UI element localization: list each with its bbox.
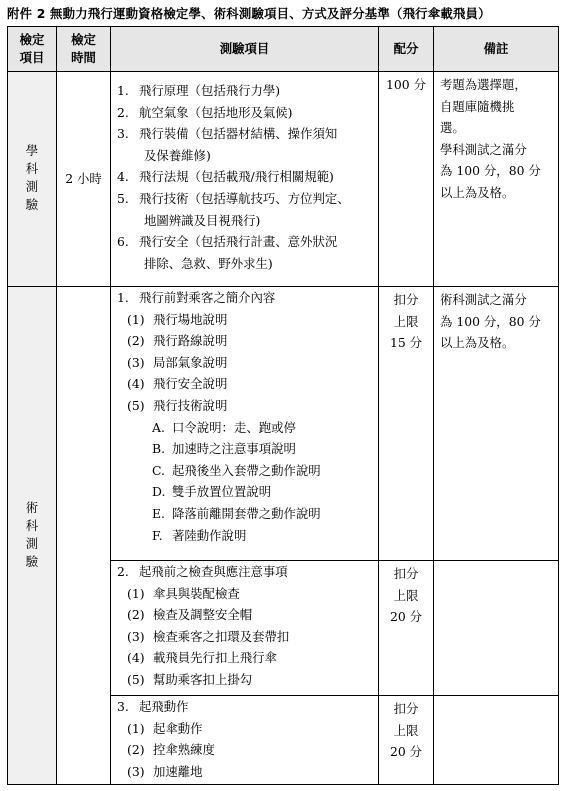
exam-table bbox=[7, 26, 559, 785]
practical-time bbox=[57, 287, 111, 785]
note-line: 以上為及格。 bbox=[440, 184, 515, 200]
sub-item bbox=[117, 669, 374, 691]
item-number: 6. bbox=[117, 234, 129, 250]
score-line: 扣分 bbox=[393, 701, 419, 716]
sub-text: 載飛員先行扣上飛行傘 bbox=[153, 650, 277, 666]
note-line: 為 100 分，80 分 bbox=[440, 313, 541, 329]
sub-number: (1) bbox=[127, 585, 145, 601]
item-number: 4. bbox=[117, 169, 129, 185]
sub-number: (2) bbox=[127, 607, 145, 623]
letter-item bbox=[117, 481, 374, 503]
practical-section-1 bbox=[111, 287, 379, 561]
sub-text: 飛行路線說明 bbox=[153, 333, 228, 349]
practical-note-empty-2 bbox=[434, 561, 559, 696]
sub-number: (5) bbox=[127, 397, 145, 413]
written-item-line bbox=[117, 188, 374, 210]
written-items bbox=[111, 72, 379, 287]
section-number: 2. bbox=[117, 564, 129, 579]
written-item-line bbox=[117, 231, 374, 253]
item-number: 2. bbox=[117, 104, 129, 120]
sub-item bbox=[117, 309, 374, 331]
sub-text: 起傘動作 bbox=[153, 720, 203, 736]
score-line: 20 分 bbox=[389, 609, 423, 625]
sub-item bbox=[117, 626, 374, 648]
written-item-line bbox=[117, 123, 374, 145]
note-line: 考題為選擇題， bbox=[440, 77, 527, 92]
score-line: 扣分 bbox=[393, 292, 419, 307]
practical-section-2 bbox=[111, 561, 379, 696]
letter-item bbox=[117, 525, 374, 547]
item-text: 排除、急救、野外求生) bbox=[144, 255, 273, 271]
sub-item bbox=[117, 604, 374, 626]
sub-item bbox=[117, 373, 374, 395]
item-text: 飛行安全（包括飛行計畫、意外狀況 bbox=[139, 234, 338, 250]
written-score: 100 分 bbox=[379, 72, 434, 287]
letter-item bbox=[117, 460, 374, 482]
written-category: 學科測驗 bbox=[8, 72, 57, 287]
sub-item bbox=[117, 761, 374, 783]
sub-number: (5) bbox=[127, 671, 145, 687]
item-text: 及保養維修) bbox=[144, 147, 211, 163]
note-line: 學科測試之滿分 bbox=[440, 141, 527, 157]
score-line: 20 分 bbox=[389, 744, 423, 760]
sub-text: 加速離地 bbox=[153, 763, 203, 779]
letter-item bbox=[117, 503, 374, 525]
section-text: 飛行前對乘客之簡介內容 bbox=[139, 290, 276, 305]
header-time: 檢定時間 bbox=[57, 27, 111, 72]
section-title bbox=[117, 561, 374, 583]
score-line: 15 分 bbox=[389, 335, 423, 351]
header-note: 備註 bbox=[434, 27, 559, 72]
score-line: 上限 bbox=[393, 587, 419, 603]
sub-text: 幫助乘客扣上掛勾 bbox=[153, 671, 253, 687]
written-item-line bbox=[117, 102, 374, 124]
sub-item bbox=[117, 330, 374, 352]
letter-number: C. bbox=[152, 462, 165, 478]
letter-number: B. bbox=[152, 441, 166, 457]
section-number: 3. bbox=[117, 699, 129, 714]
letter-number: A. bbox=[152, 419, 165, 435]
item-text: 航空氣象（包括地形及氣候) bbox=[139, 104, 293, 120]
sub-item bbox=[117, 352, 374, 374]
note-line: 為 100 分，80 分 bbox=[440, 163, 541, 179]
written-time: 2 小時 bbox=[57, 72, 111, 287]
item-number: 5. bbox=[117, 190, 129, 206]
sub-number: (3) bbox=[127, 354, 145, 370]
sub-number: (3) bbox=[127, 763, 145, 779]
written-item-line bbox=[117, 145, 374, 167]
sub-number: (1) bbox=[127, 311, 145, 327]
note-line: 選。 bbox=[440, 120, 465, 136]
letter-text: 加速時之注意事項說明 bbox=[172, 441, 296, 457]
item-text: 飛行裝備（包括器材結構、操作須知 bbox=[139, 126, 338, 142]
letter-text: 雙手放置位置說明 bbox=[172, 484, 272, 500]
score-line: 上限 bbox=[393, 313, 419, 329]
practical-score-1 bbox=[379, 287, 434, 561]
sub-text: 飛行安全說明 bbox=[153, 376, 228, 392]
section-text: 起飛動作 bbox=[139, 699, 189, 714]
note-line: 術科測試之滿分 bbox=[440, 292, 527, 307]
sub-text: 控傘熟練度 bbox=[153, 742, 215, 758]
letter-item bbox=[117, 438, 374, 460]
written-item-line bbox=[117, 166, 374, 188]
page-title: 附件 2 無動力飛行運動資格檢定學、術科測驗項目、方式及評分基準（飛行傘載飛員） bbox=[7, 6, 491, 21]
letter-text: 口令說明：走、跑或停 bbox=[172, 419, 296, 435]
letter-text: 著陸動作說明 bbox=[172, 527, 247, 543]
item-text: 飛行法規（包括載飛/飛行相關規範) bbox=[139, 169, 334, 185]
section-title bbox=[117, 287, 374, 309]
letter-text: 降落前離開套帶之動作說明 bbox=[172, 505, 321, 521]
section-text: 起飛前之檢查與應注意事項 bbox=[139, 564, 288, 579]
practical-note bbox=[434, 287, 559, 561]
sub-text: 檢查及調整安全帽 bbox=[153, 607, 253, 623]
score-line: 扣分 bbox=[393, 566, 419, 581]
letter-number: E. bbox=[152, 505, 165, 521]
sub-item bbox=[117, 583, 374, 605]
sub-item bbox=[117, 395, 374, 417]
sub-number: (1) bbox=[127, 720, 145, 736]
sub-number: (4) bbox=[127, 376, 145, 392]
practical-category: 術科測驗 bbox=[8, 287, 57, 785]
sub-item bbox=[117, 718, 374, 740]
score-line: 上限 bbox=[393, 722, 419, 738]
sub-number: (2) bbox=[127, 333, 145, 349]
letter-text: 起飛後坐入套帶之動作說明 bbox=[172, 462, 321, 478]
practical-section-3 bbox=[111, 696, 379, 785]
written-row bbox=[8, 72, 559, 287]
header-items: 測驗項目 bbox=[111, 27, 379, 72]
written-item-line bbox=[117, 80, 374, 102]
section-title bbox=[117, 696, 374, 718]
sub-text: 檢查乘客之扣環及套帶扣 bbox=[153, 628, 290, 644]
practical-score-2 bbox=[379, 561, 434, 696]
sub-number: (3) bbox=[127, 628, 145, 644]
letter-number: F. bbox=[152, 527, 163, 543]
practical-score-3 bbox=[379, 696, 434, 785]
note-line: 以上為及格。 bbox=[440, 335, 515, 351]
letter-number: D. bbox=[152, 484, 166, 500]
written-item-line bbox=[117, 210, 374, 232]
practical-row-1 bbox=[8, 287, 559, 561]
sub-number: (4) bbox=[127, 650, 145, 666]
sub-text: 飛行場地說明 bbox=[153, 311, 228, 327]
written-item-line bbox=[117, 253, 374, 275]
sub-text: 飛行技術說明 bbox=[153, 397, 228, 413]
item-text: 飛行技術（包括導航技巧、方位判定、 bbox=[139, 190, 350, 206]
item-text: 飛行原理（包括飛行力學) bbox=[139, 83, 281, 98]
practical-note-empty-3 bbox=[434, 696, 559, 785]
sub-item bbox=[117, 647, 374, 669]
note-line: 自題庫隨機挑 bbox=[440, 98, 515, 114]
header-category: 檢定項目 bbox=[8, 27, 57, 72]
item-number: 1. bbox=[117, 83, 129, 98]
written-note bbox=[434, 72, 559, 287]
letter-item bbox=[117, 417, 374, 439]
item-number: 3. bbox=[117, 126, 129, 142]
sub-text: 局部氣象說明 bbox=[153, 354, 228, 370]
item-text: 地圖辨識及目視飛行) bbox=[144, 212, 261, 228]
sub-number: (2) bbox=[127, 742, 145, 758]
sub-item bbox=[117, 739, 374, 761]
sub-text: 傘具與裝配檢查 bbox=[153, 585, 240, 601]
header-row bbox=[8, 27, 559, 72]
header-score: 配分 bbox=[379, 27, 434, 72]
section-number: 1. bbox=[117, 290, 129, 305]
